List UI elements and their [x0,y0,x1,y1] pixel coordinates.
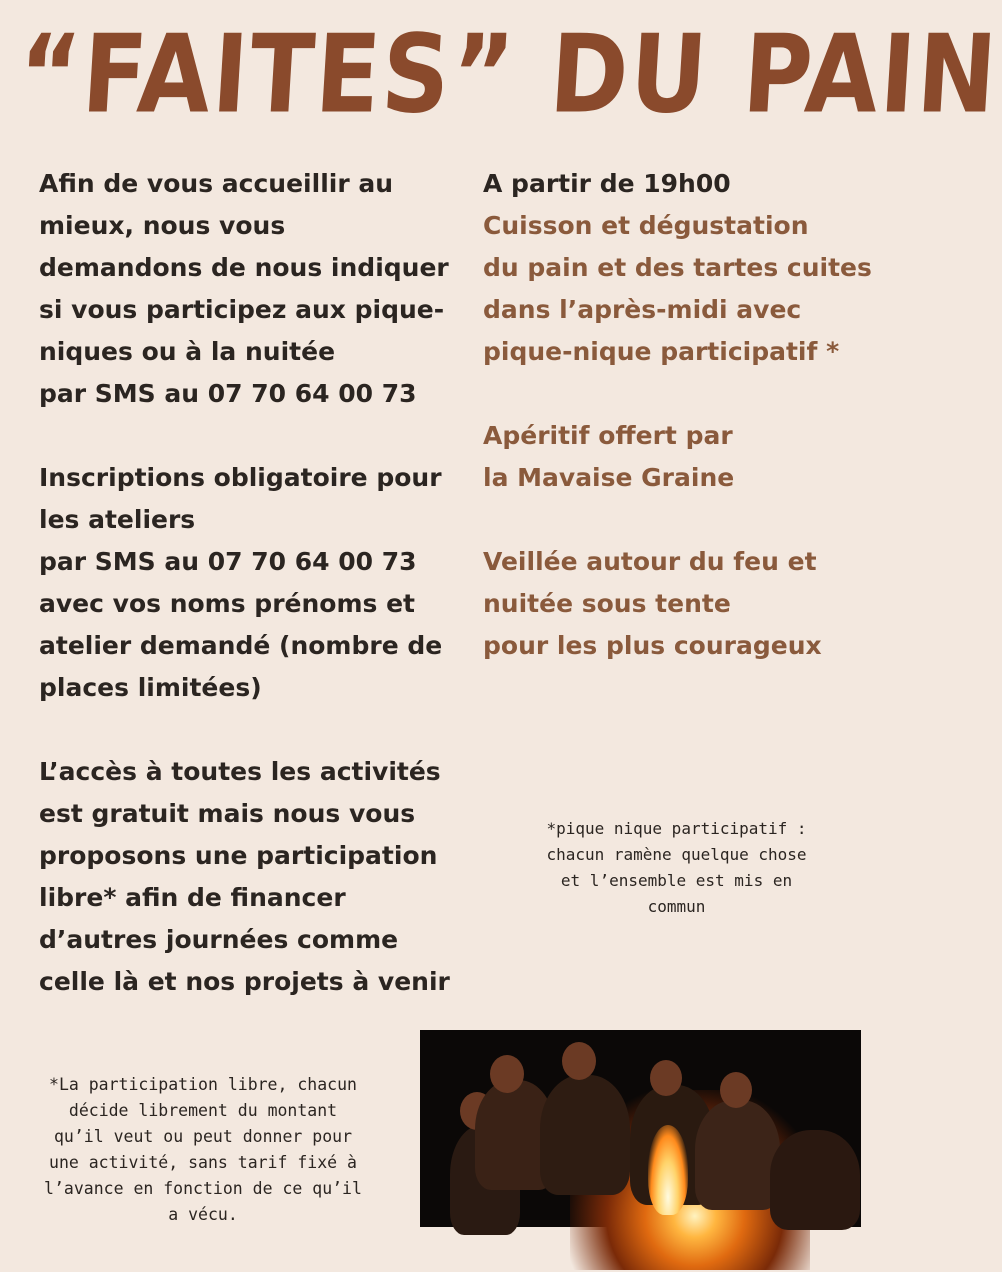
text-line: chacun ramène quelque chose [546,845,807,864]
text-line: *pique nique participatif : [546,819,807,838]
text-line: proposons une participation [39,841,438,870]
text-line: les ateliers [39,505,196,534]
text-line: une activité, sans tarif fixé à [49,1153,357,1172]
text-line: Apéritif offert par [483,421,733,450]
text-line: celle là et nos projets à venir [39,967,450,996]
text-line: dans l’après-midi avec [483,295,802,324]
text-line: par SMS au 07 70 64 00 73 [39,379,417,408]
page-title: “FAITES” DU PAIN [14,12,1002,139]
text-line: atelier demandé (nombre de [39,631,443,660]
registration-info [39,457,450,709]
participation-footnote [10,1072,396,1228]
booking-info [39,163,450,415]
evening-info [483,541,872,667]
text-line: mieux, nous vous [39,211,286,240]
text-line: Afin de vous accueillir au [39,169,394,198]
text-line: a vécu. [168,1205,238,1224]
text-line: si vous participez aux pique- [39,295,445,324]
right-column [483,163,872,667]
text-line: la Mavaise Graine [483,463,735,492]
text-line: du pain et des tartes cuites [483,253,872,282]
text-line: niques ou à la nuitée [39,337,336,366]
campfire-photo [420,1030,861,1227]
picnic-footnote [484,816,869,920]
text-line: qu’il veut ou peut donner pour [53,1127,352,1146]
text-line: Inscriptions obligatoire pour [39,463,442,492]
baking-info [483,205,872,373]
text-line: L’accès à toutes les activités [39,757,441,786]
left-column [39,163,450,1003]
text-line: Veillée autour du feu et [483,547,817,576]
start-time: A partir de 19h00 [483,169,731,198]
text-line: pique-nique participatif * [483,337,840,366]
text-line: et l’ensemble est mis en [560,871,793,890]
text-line: libre* afin de financer [39,883,346,912]
text-line: est gratuit mais nous vous [39,799,416,828]
text-line: places limitées) [39,673,262,702]
text-line: avec vos noms prénoms et [39,589,416,618]
text-line: pour les plus courageux [483,631,822,660]
text-line: commun [647,897,706,916]
text-line: nuitée sous tente [483,589,731,618]
text-line: *La participation libre, chacun [49,1075,357,1094]
text-line: demandons de nous indiquer [39,253,449,282]
text-line: Cuisson et dégustation [483,211,809,240]
text-line: d’autres journées comme [39,925,399,954]
text-line: par SMS au 07 70 64 00 73 [39,547,417,576]
aperitif-info [483,415,872,499]
access-info [39,751,450,1003]
text-line: décide librement du montant [68,1101,338,1120]
text-line: l’avance en fonction de ce qu’il [44,1179,362,1198]
